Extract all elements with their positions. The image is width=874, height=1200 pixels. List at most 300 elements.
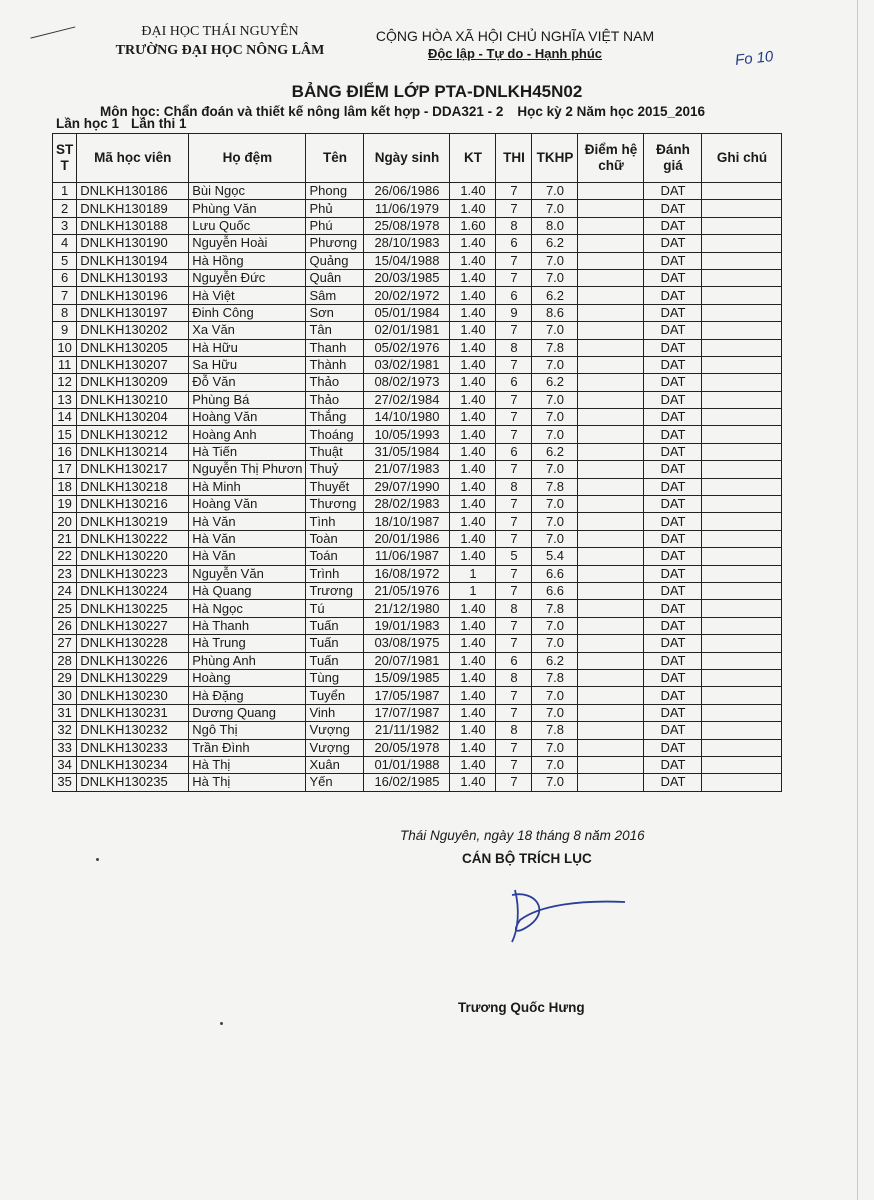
table-row bbox=[53, 652, 782, 669]
cell-student-id: DNLKH130193 bbox=[77, 269, 189, 286]
cell-thi: 7 bbox=[496, 704, 532, 721]
cell-student-id: DNLKH130231 bbox=[77, 704, 189, 721]
cell-notes bbox=[702, 600, 782, 617]
officer-name: Trương Quốc Hưng bbox=[458, 1000, 585, 1015]
cell-student-id: DNLKH130229 bbox=[77, 669, 189, 686]
cell-stt: 19 bbox=[53, 496, 77, 513]
national-motto: Độc lập - Tự do - Hạnh phúc bbox=[427, 46, 603, 61]
cell-first-name: Thương bbox=[306, 496, 364, 513]
cell-letter-grade bbox=[578, 217, 644, 234]
cell-evaluation: DAT bbox=[644, 409, 702, 426]
cell-middle-name: Hà Ngọc bbox=[189, 600, 306, 617]
table-row bbox=[53, 269, 782, 286]
cell-kt: 1.40 bbox=[450, 391, 496, 408]
university-name: ĐẠI HỌC THÁI NGUYÊN bbox=[141, 24, 299, 39]
subject-line bbox=[100, 104, 760, 119]
cell-tkhp: 7.0 bbox=[532, 756, 578, 773]
table-row bbox=[53, 287, 782, 304]
table-row bbox=[53, 409, 782, 426]
cell-first-name: Tình bbox=[306, 513, 364, 530]
cell-birth-date: 25/08/1978 bbox=[364, 217, 450, 234]
cell-letter-grade bbox=[578, 183, 644, 200]
cell-tkhp: 7.8 bbox=[532, 339, 578, 356]
cell-tkhp: 7.0 bbox=[532, 269, 578, 286]
cell-evaluation: DAT bbox=[644, 739, 702, 756]
cell-letter-grade bbox=[578, 409, 644, 426]
table-row bbox=[53, 200, 782, 217]
cell-evaluation: DAT bbox=[644, 200, 702, 217]
cell-letter-grade bbox=[578, 617, 644, 634]
cell-birth-date: 28/10/1983 bbox=[364, 235, 450, 252]
cell-stt: 31 bbox=[53, 704, 77, 721]
cell-notes bbox=[702, 426, 782, 443]
cell-kt: 1.40 bbox=[450, 600, 496, 617]
cell-student-id: DNLKH130225 bbox=[77, 600, 189, 617]
cell-middle-name: Hà Việt bbox=[189, 287, 306, 304]
cell-notes bbox=[702, 704, 782, 721]
cell-letter-grade bbox=[578, 565, 644, 582]
grades-table bbox=[52, 133, 782, 792]
cell-student-id: DNLKH130207 bbox=[77, 356, 189, 373]
place-date: Thái Nguyên, ngày 18 tháng 8 năm 2016 bbox=[400, 828, 645, 843]
cell-thi: 7 bbox=[496, 582, 532, 599]
institution-header bbox=[100, 22, 340, 60]
cell-birth-date: 05/01/1984 bbox=[364, 304, 450, 321]
cell-kt: 1.40 bbox=[450, 443, 496, 460]
cell-middle-name: Hà Quang bbox=[189, 582, 306, 599]
table-row bbox=[53, 217, 782, 234]
cell-birth-date: 10/05/1993 bbox=[364, 426, 450, 443]
table-row bbox=[53, 496, 782, 513]
cell-birth-date: 27/02/1984 bbox=[364, 391, 450, 408]
table-row bbox=[53, 322, 782, 339]
cell-notes bbox=[702, 409, 782, 426]
cell-first-name: Vinh bbox=[306, 704, 364, 721]
cell-letter-grade bbox=[578, 635, 644, 652]
cell-tkhp: 7.0 bbox=[532, 183, 578, 200]
table-row bbox=[53, 565, 782, 582]
header-birth-date: Ngày sinh bbox=[364, 134, 450, 183]
cell-birth-date: 21/07/1983 bbox=[364, 461, 450, 478]
cell-stt: 16 bbox=[53, 443, 77, 460]
cell-notes bbox=[702, 287, 782, 304]
cell-notes bbox=[702, 530, 782, 547]
cell-birth-date: 21/05/1976 bbox=[364, 582, 450, 599]
cell-kt: 1.40 bbox=[450, 513, 496, 530]
cell-stt: 11 bbox=[53, 356, 77, 373]
table-row bbox=[53, 183, 782, 200]
cell-middle-name: Hà Trung bbox=[189, 635, 306, 652]
cell-letter-grade bbox=[578, 478, 644, 495]
cell-birth-date: 20/07/1981 bbox=[364, 652, 450, 669]
cell-notes bbox=[702, 652, 782, 669]
cell-middle-name: Hoàng Văn bbox=[189, 409, 306, 426]
table-row bbox=[53, 391, 782, 408]
cell-middle-name: Đỗ Văn bbox=[189, 374, 306, 391]
cell-birth-date: 20/01/1986 bbox=[364, 530, 450, 547]
cell-stt: 29 bbox=[53, 669, 77, 686]
table-row bbox=[53, 235, 782, 252]
cell-first-name: Tuấn bbox=[306, 635, 364, 652]
cell-middle-name: Hà Hữu bbox=[189, 339, 306, 356]
cell-evaluation: DAT bbox=[644, 478, 702, 495]
cell-evaluation: DAT bbox=[644, 461, 702, 478]
cell-middle-name: Phùng Văn bbox=[189, 200, 306, 217]
cell-student-id: DNLKH130205 bbox=[77, 339, 189, 356]
cell-thi: 7 bbox=[496, 461, 532, 478]
cell-tkhp: 7.0 bbox=[532, 635, 578, 652]
table-row bbox=[53, 304, 782, 321]
cell-stt: 15 bbox=[53, 426, 77, 443]
cell-birth-date: 14/10/1980 bbox=[364, 409, 450, 426]
cell-kt: 1.40 bbox=[450, 756, 496, 773]
cell-first-name: Vượng bbox=[306, 739, 364, 756]
cell-letter-grade bbox=[578, 252, 644, 269]
cell-letter-grade bbox=[578, 582, 644, 599]
table-row bbox=[53, 374, 782, 391]
cell-notes bbox=[702, 356, 782, 373]
table-row bbox=[53, 600, 782, 617]
cell-letter-grade bbox=[578, 443, 644, 460]
cell-student-id: DNLKH130222 bbox=[77, 530, 189, 547]
cell-evaluation: DAT bbox=[644, 548, 702, 565]
cell-first-name: Phú bbox=[306, 217, 364, 234]
cell-evaluation: DAT bbox=[644, 722, 702, 739]
cell-middle-name: Trần Đình bbox=[189, 739, 306, 756]
cell-evaluation: DAT bbox=[644, 252, 702, 269]
cell-thi: 7 bbox=[496, 774, 532, 791]
cell-middle-name: Lưu Quốc bbox=[189, 217, 306, 234]
study-attempt: Lần học 1 bbox=[56, 116, 120, 131]
cell-evaluation: DAT bbox=[644, 217, 702, 234]
cell-thi: 7 bbox=[496, 756, 532, 773]
cell-first-name: Yến bbox=[306, 774, 364, 791]
cell-birth-date: 15/04/1988 bbox=[364, 252, 450, 269]
cell-kt: 1.40 bbox=[450, 530, 496, 547]
cell-middle-name: Phùng Bá bbox=[189, 391, 306, 408]
cell-thi: 6 bbox=[496, 443, 532, 460]
cell-first-name: Tân bbox=[306, 322, 364, 339]
table-row bbox=[53, 339, 782, 356]
cell-letter-grade bbox=[578, 756, 644, 773]
cell-birth-date: 01/01/1988 bbox=[364, 756, 450, 773]
country-name: CỘNG HÒA XÃ HỘI CHỦ NGHĨA VIỆT NAM bbox=[375, 28, 655, 44]
cell-letter-grade bbox=[578, 530, 644, 547]
cell-birth-date: 17/07/1987 bbox=[364, 704, 450, 721]
cell-tkhp: 7.0 bbox=[532, 461, 578, 478]
table-row bbox=[53, 530, 782, 547]
cell-letter-grade bbox=[578, 722, 644, 739]
cell-thi: 7 bbox=[496, 426, 532, 443]
cell-stt: 33 bbox=[53, 739, 77, 756]
cell-stt: 20 bbox=[53, 513, 77, 530]
cell-stt: 9 bbox=[53, 322, 77, 339]
cell-kt: 1.40 bbox=[450, 687, 496, 704]
table-row bbox=[53, 669, 782, 686]
cell-evaluation: DAT bbox=[644, 635, 702, 652]
cell-notes bbox=[702, 565, 782, 582]
table-row bbox=[53, 774, 782, 791]
cell-tkhp: 7.8 bbox=[532, 669, 578, 686]
cell-first-name: Xuân bbox=[306, 756, 364, 773]
cell-student-id: DNLKH130204 bbox=[77, 409, 189, 426]
table-row bbox=[53, 687, 782, 704]
cell-birth-date: 16/02/1985 bbox=[364, 774, 450, 791]
cell-letter-grade bbox=[578, 461, 644, 478]
cell-thi: 8 bbox=[496, 478, 532, 495]
cell-notes bbox=[702, 739, 782, 756]
cell-kt: 1.40 bbox=[450, 635, 496, 652]
cell-middle-name: Ngô Thị bbox=[189, 722, 306, 739]
exam-attempt: Lần thi 1 bbox=[131, 116, 187, 131]
cell-kt: 1.40 bbox=[450, 478, 496, 495]
cell-evaluation: DAT bbox=[644, 339, 702, 356]
cell-letter-grade bbox=[578, 356, 644, 373]
cell-notes bbox=[702, 391, 782, 408]
table-row bbox=[53, 548, 782, 565]
cell-kt: 1.40 bbox=[450, 652, 496, 669]
cell-birth-date: 31/05/1984 bbox=[364, 443, 450, 460]
cell-evaluation: DAT bbox=[644, 513, 702, 530]
cell-student-id: DNLKH130202 bbox=[77, 322, 189, 339]
cell-letter-grade bbox=[578, 687, 644, 704]
cell-thi: 7 bbox=[496, 530, 532, 547]
cell-student-id: DNLKH130234 bbox=[77, 756, 189, 773]
cell-letter-grade bbox=[578, 513, 644, 530]
cell-kt: 1.40 bbox=[450, 339, 496, 356]
cell-birth-date: 11/06/1987 bbox=[364, 548, 450, 565]
cell-letter-grade bbox=[578, 269, 644, 286]
cell-letter-grade bbox=[578, 391, 644, 408]
cell-first-name: Sâm bbox=[306, 287, 364, 304]
cell-letter-grade bbox=[578, 739, 644, 756]
cell-stt: 28 bbox=[53, 652, 77, 669]
cell-tkhp: 7.0 bbox=[532, 356, 578, 373]
cell-notes bbox=[702, 478, 782, 495]
cell-first-name: Toàn bbox=[306, 530, 364, 547]
cell-evaluation: DAT bbox=[644, 269, 702, 286]
cell-kt: 1.40 bbox=[450, 704, 496, 721]
cell-tkhp: 7.0 bbox=[532, 426, 578, 443]
cell-thi: 7 bbox=[496, 513, 532, 530]
cell-evaluation: DAT bbox=[644, 374, 702, 391]
cell-notes bbox=[702, 635, 782, 652]
handwritten-note: Fo 10 bbox=[734, 48, 775, 69]
header-middle-name: Họ đệm bbox=[189, 134, 306, 183]
cell-first-name: Thắng bbox=[306, 409, 364, 426]
cell-thi: 7 bbox=[496, 322, 532, 339]
cell-letter-grade bbox=[578, 339, 644, 356]
cell-tkhp: 7.0 bbox=[532, 774, 578, 791]
cell-middle-name: Hà Văn bbox=[189, 548, 306, 565]
page-edge bbox=[857, 0, 870, 1200]
cell-stt: 4 bbox=[53, 235, 77, 252]
cell-birth-date: 26/06/1986 bbox=[364, 183, 450, 200]
cell-student-id: DNLKH130216 bbox=[77, 496, 189, 513]
cell-first-name: Tuấn bbox=[306, 617, 364, 634]
cell-first-name: Tuấn bbox=[306, 652, 364, 669]
cell-stt: 23 bbox=[53, 565, 77, 582]
cell-tkhp: 6.6 bbox=[532, 582, 578, 599]
cell-first-name: Thuyết bbox=[306, 478, 364, 495]
cell-first-name: Trương bbox=[306, 582, 364, 599]
cell-kt: 1.40 bbox=[450, 548, 496, 565]
cell-tkhp: 7.0 bbox=[532, 704, 578, 721]
cell-first-name: Tùng bbox=[306, 669, 364, 686]
cell-middle-name: Hà Đặng bbox=[189, 687, 306, 704]
cell-thi: 7 bbox=[496, 356, 532, 373]
cell-student-id: DNLKH130214 bbox=[77, 443, 189, 460]
cell-notes bbox=[702, 774, 782, 791]
cell-kt: 1.40 bbox=[450, 774, 496, 791]
cell-first-name: Thảo bbox=[306, 374, 364, 391]
cell-first-name: Tuyển bbox=[306, 687, 364, 704]
cell-evaluation: DAT bbox=[644, 356, 702, 373]
cell-middle-name: Nguyễn Văn bbox=[189, 565, 306, 582]
cell-notes bbox=[702, 687, 782, 704]
table-row bbox=[53, 739, 782, 756]
cell-letter-grade bbox=[578, 704, 644, 721]
cell-notes bbox=[702, 756, 782, 773]
cell-kt: 1.40 bbox=[450, 722, 496, 739]
table-row bbox=[53, 252, 782, 269]
table-row bbox=[53, 617, 782, 634]
cell-notes bbox=[702, 513, 782, 530]
cell-evaluation: DAT bbox=[644, 443, 702, 460]
table-row bbox=[53, 513, 782, 530]
cell-notes bbox=[702, 461, 782, 478]
cell-first-name: Thanh bbox=[306, 339, 364, 356]
cell-letter-grade bbox=[578, 322, 644, 339]
cell-thi: 5 bbox=[496, 548, 532, 565]
cell-birth-date: 02/01/1981 bbox=[364, 322, 450, 339]
cell-first-name: Vượng bbox=[306, 722, 364, 739]
cell-stt: 35 bbox=[53, 774, 77, 791]
cell-evaluation: DAT bbox=[644, 391, 702, 408]
cell-stt: 30 bbox=[53, 687, 77, 704]
cell-letter-grade bbox=[578, 548, 644, 565]
national-header bbox=[350, 27, 680, 63]
cell-tkhp: 7.0 bbox=[532, 687, 578, 704]
cell-middle-name: Nguyễn Thị Phươn bbox=[189, 461, 306, 478]
cell-stt: 10 bbox=[53, 339, 77, 356]
cell-notes bbox=[702, 443, 782, 460]
cell-first-name: Thoáng bbox=[306, 426, 364, 443]
cell-student-id: DNLKH130197 bbox=[77, 304, 189, 321]
cell-stt: 14 bbox=[53, 409, 77, 426]
cell-middle-name: Đinh Công bbox=[189, 304, 306, 321]
cell-tkhp: 7.8 bbox=[532, 600, 578, 617]
cell-birth-date: 19/01/1983 bbox=[364, 617, 450, 634]
cell-notes bbox=[702, 322, 782, 339]
header-tkhp: TKHP bbox=[532, 134, 578, 183]
header-student-id: Mã học viên bbox=[77, 134, 189, 183]
table-row bbox=[53, 582, 782, 599]
cell-first-name: Phong bbox=[306, 183, 364, 200]
cell-evaluation: DAT bbox=[644, 235, 702, 252]
officer-title: CÁN BỘ TRÍCH LỤC bbox=[462, 851, 592, 866]
cell-student-id: DNLKH130196 bbox=[77, 287, 189, 304]
cell-middle-name: Hà Tiến bbox=[189, 443, 306, 460]
cell-kt: 1.40 bbox=[450, 374, 496, 391]
cell-letter-grade bbox=[578, 774, 644, 791]
cell-notes bbox=[702, 548, 782, 565]
cell-tkhp: 7.0 bbox=[532, 409, 578, 426]
cell-first-name: Quân bbox=[306, 269, 364, 286]
cell-evaluation: DAT bbox=[644, 304, 702, 321]
cell-letter-grade bbox=[578, 496, 644, 513]
cell-middle-name: Sa Hữu bbox=[189, 356, 306, 373]
cell-stt: 32 bbox=[53, 722, 77, 739]
cell-notes bbox=[702, 582, 782, 599]
cell-kt: 1.40 bbox=[450, 287, 496, 304]
cell-tkhp: 6.2 bbox=[532, 443, 578, 460]
cell-evaluation: DAT bbox=[644, 774, 702, 791]
cell-middle-name: Hoàng bbox=[189, 669, 306, 686]
cell-thi: 8 bbox=[496, 217, 532, 234]
table-header-row bbox=[53, 134, 782, 183]
cell-middle-name: Hà Hồng bbox=[189, 252, 306, 269]
cell-stt: 13 bbox=[53, 391, 77, 408]
cell-kt: 1.40 bbox=[450, 496, 496, 513]
cell-student-id: DNLKH130227 bbox=[77, 617, 189, 634]
cell-student-id: DNLKH130235 bbox=[77, 774, 189, 791]
cell-tkhp: 5.4 bbox=[532, 548, 578, 565]
header-stt: ST T bbox=[53, 134, 77, 183]
cell-notes bbox=[702, 235, 782, 252]
cell-student-id: DNLKH130232 bbox=[77, 722, 189, 739]
cell-tkhp: 7.0 bbox=[532, 252, 578, 269]
cell-evaluation: DAT bbox=[644, 322, 702, 339]
cell-letter-grade bbox=[578, 304, 644, 321]
cell-thi: 8 bbox=[496, 339, 532, 356]
cell-kt: 1.40 bbox=[450, 356, 496, 373]
cell-letter-grade bbox=[578, 374, 644, 391]
cell-notes bbox=[702, 200, 782, 217]
cell-tkhp: 7.8 bbox=[532, 478, 578, 495]
cell-letter-grade bbox=[578, 426, 644, 443]
cell-evaluation: DAT bbox=[644, 687, 702, 704]
table-row bbox=[53, 356, 782, 373]
cell-stt: 6 bbox=[53, 269, 77, 286]
cell-tkhp: 7.0 bbox=[532, 200, 578, 217]
cell-kt: 1 bbox=[450, 582, 496, 599]
cell-evaluation: DAT bbox=[644, 496, 702, 513]
table-row bbox=[53, 461, 782, 478]
cell-notes bbox=[702, 617, 782, 634]
cell-first-name: Phương bbox=[306, 235, 364, 252]
cell-kt: 1.60 bbox=[450, 217, 496, 234]
cell-birth-date: 21/12/1980 bbox=[364, 600, 450, 617]
cell-student-id: DNLKH130220 bbox=[77, 548, 189, 565]
cell-thi: 7 bbox=[496, 269, 532, 286]
cell-thi: 7 bbox=[496, 617, 532, 634]
cell-letter-grade bbox=[578, 200, 644, 217]
cell-middle-name: Hà Thị bbox=[189, 774, 306, 791]
subject-text: Môn học: Chẩn đoán và thiết kế nông lâm kết hợp - DDA321 - 2 bbox=[100, 104, 504, 119]
cell-tkhp: 8.0 bbox=[532, 217, 578, 234]
cell-first-name: Phủ bbox=[306, 200, 364, 217]
cell-evaluation: DAT bbox=[644, 565, 702, 582]
cell-tkhp: 7.0 bbox=[532, 322, 578, 339]
cell-middle-name: Phùng Anh bbox=[189, 652, 306, 669]
cell-kt: 1 bbox=[450, 565, 496, 582]
header-evaluation: Đánh giá bbox=[644, 134, 702, 183]
cell-stt: 3 bbox=[53, 217, 77, 234]
cell-kt: 1.40 bbox=[450, 669, 496, 686]
cell-stt: 24 bbox=[53, 582, 77, 599]
cell-student-id: DNLKH130230 bbox=[77, 687, 189, 704]
